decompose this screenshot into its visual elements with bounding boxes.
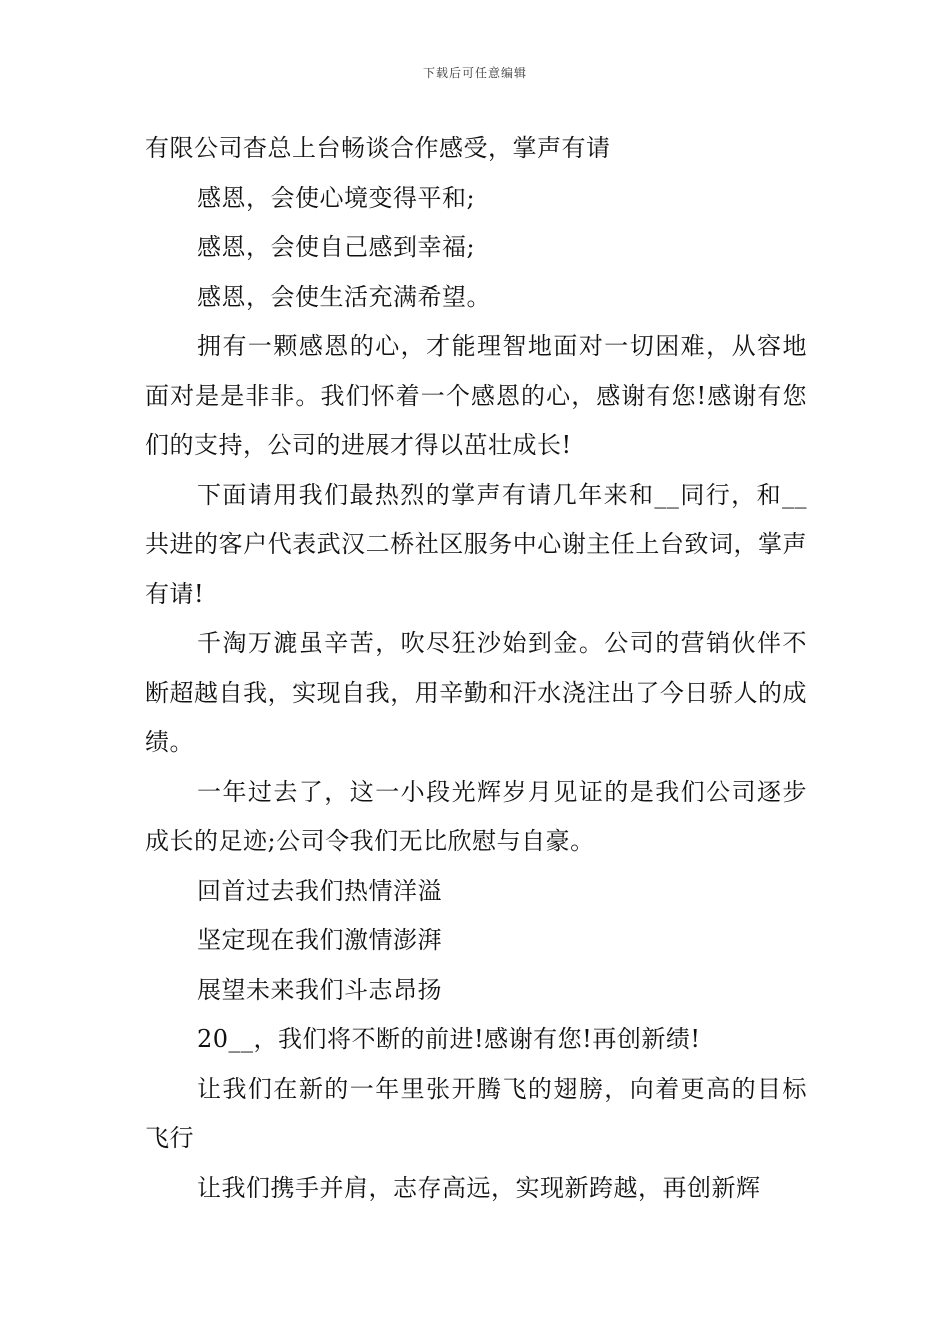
paragraph: 感恩，会使心境变得平和;	[197, 183, 476, 212]
paragraph: 拥有一颗感恩的心，才能理智地面对一切困难，从容地面对是是非非。我们怀着一个感恩的心，感谢有您!感谢有您们的支持，公司的进展才得以茁壮成长!	[145, 332, 807, 459]
paragraph: 千淘万漉虽辛苦，吹尽狂沙始到金。公司的营销伙伴不断超越自我，实现自我，用辛勤和汗水浇注出了今日骄人的成绩。	[145, 629, 807, 756]
paragraph: 展望未来我们斗志昂扬	[197, 975, 442, 1004]
page-header: 下载后可任意编辑	[422, 66, 527, 80]
paragraph: 感恩，会使自己感到幸福;	[197, 233, 476, 261]
paragraph: 回首过去我们热情洋溢	[197, 876, 442, 905]
paragraph: 20__，我们将不断的前进!感谢有您!再创新绩!	[197, 1025, 701, 1053]
paragraph: 下面请用我们最热烈的掌声有请几年来和__同行，和__共进的客户代表武汉二桥社区服务中心谢主任上台致词，掌声有请!	[145, 480, 807, 608]
document-body	[145, 124, 807, 1213]
paragraph: 让我们在新的一年里张开腾飞的翅膀，向着更高的目标飞行	[145, 1074, 807, 1152]
paragraph: 坚定现在我们激情澎湃	[197, 926, 442, 954]
paragraph: 让我们携手并肩，志存高远，实现新跨越，再创新辉	[197, 1173, 761, 1202]
paragraph: 感恩，会使生活充满希望。	[197, 282, 491, 311]
paragraph: 有限公司杳总上台畅谈合作感受，掌声有请	[145, 134, 611, 162]
paragraph: 一年过去了，这一小段光辉岁月见证的是我们公司逐步成长的足迹;公司令我们无比欣慰与自豪。	[145, 777, 807, 855]
